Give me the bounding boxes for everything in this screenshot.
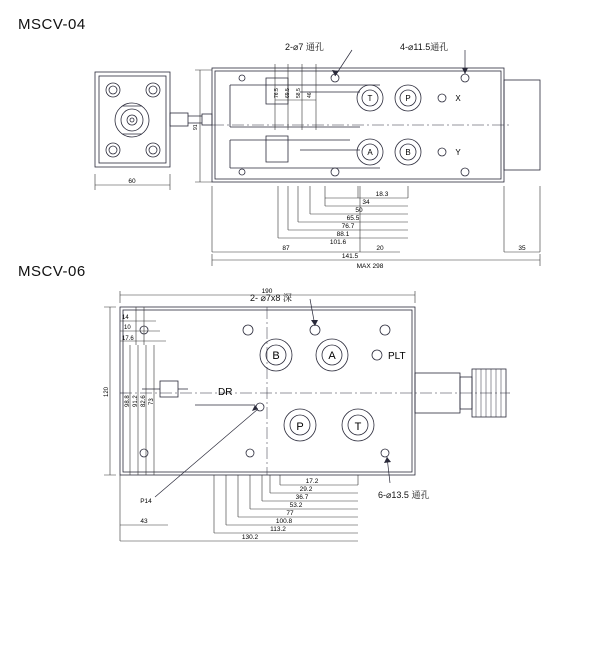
drawing-title-mscv06: MSCV-06 (18, 263, 86, 280)
note-2-phi7x8: 2- ⌀7x8 深 (250, 293, 292, 303)
svg-text:36.7: 36.7 (295, 494, 309, 501)
svg-text:82.6: 82.6 (141, 395, 147, 407)
svg-text:P14: P14 (140, 498, 152, 505)
svg-text:91: 91 (193, 124, 199, 130)
svg-text:73: 73 (149, 398, 155, 405)
svg-text:58.5: 58.5 (296, 88, 302, 98)
svg-text:43: 43 (140, 518, 148, 525)
drawing-mscv06 (100, 285, 540, 555)
drawing-title-mscv04: MSCV-04 (18, 16, 86, 33)
svg-text:34: 34 (362, 199, 370, 206)
port-label: T (354, 421, 362, 433)
port-label: A (367, 148, 373, 157)
svg-text:53.2: 53.2 (289, 502, 303, 509)
note-2-phi7: 2-⌀7 通孔 (285, 42, 324, 52)
port-label: P (405, 94, 411, 103)
svg-text:29.2: 29.2 (299, 486, 313, 493)
svg-text:69.5: 69.5 (285, 88, 291, 98)
port-label: DR (218, 387, 233, 398)
port-label: X (455, 94, 461, 103)
drawing-mscv04 (70, 40, 590, 270)
port-label: P (296, 421, 304, 433)
svg-text:100.8: 100.8 (275, 518, 293, 525)
svg-text:87: 87 (282, 245, 290, 252)
svg-text:120: 120 (104, 386, 110, 397)
svg-text:113.2: 113.2 (270, 526, 286, 533)
svg-text:10: 10 (124, 325, 131, 331)
port-label: PLT (388, 351, 406, 362)
port-label: B (272, 350, 280, 362)
svg-text:MAX 298: MAX 298 (356, 263, 384, 270)
svg-text:14: 14 (122, 315, 129, 321)
port-label: A (328, 350, 336, 362)
svg-text:130.2: 130.2 (241, 534, 259, 541)
port-label: T (367, 94, 373, 103)
svg-text:35: 35 (518, 245, 526, 252)
svg-text:17.6: 17.6 (122, 336, 134, 342)
svg-text:190: 190 (261, 288, 273, 295)
svg-text:101.6: 101.6 (329, 239, 347, 246)
svg-text:76.5: 76.5 (274, 88, 280, 98)
svg-text:60: 60 (128, 178, 136, 185)
svg-text:88.1: 88.1 (336, 231, 350, 238)
port-label: B (405, 148, 411, 157)
svg-text:20: 20 (376, 245, 384, 252)
svg-text:65.5: 65.5 (346, 215, 360, 222)
svg-text:18.3: 18.3 (375, 191, 389, 198)
svg-text:50: 50 (355, 207, 363, 214)
svg-text:77: 77 (286, 510, 294, 517)
svg-text:17.2: 17.2 (305, 478, 319, 485)
svg-text:98.8: 98.8 (125, 395, 131, 407)
note-6-phi135: 6-⌀13.5 通孔 (378, 490, 430, 500)
port-label: Y (455, 148, 461, 157)
svg-text:76.7: 76.7 (341, 223, 355, 230)
svg-text:91.2: 91.2 (133, 395, 139, 407)
svg-text:141.5: 141.5 (341, 253, 359, 260)
svg-text:46: 46 (307, 92, 313, 98)
note-4-phi115: 4-⌀11.5通孔 (400, 42, 449, 52)
